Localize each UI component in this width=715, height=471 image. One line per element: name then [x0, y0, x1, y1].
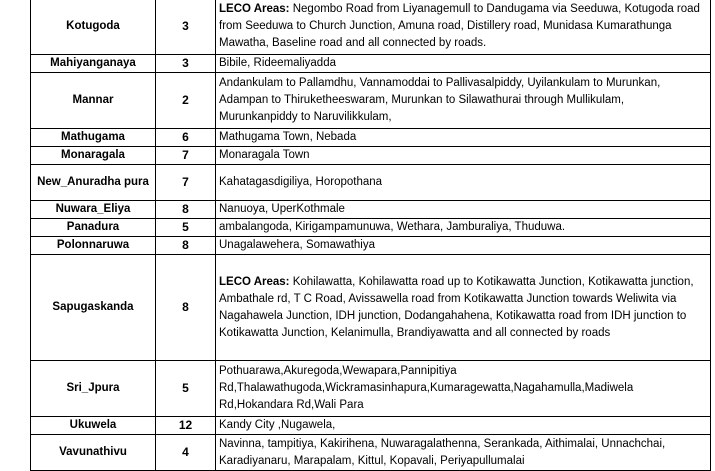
area-name-cell: Sapugaskanda [31, 255, 156, 361]
location-line [219, 75, 707, 92]
area-name-cell: New_Anuradha pura [31, 165, 156, 201]
locations-cell [216, 55, 711, 73]
location-text: Mathugama Town, Nebada [219, 131, 357, 143]
location-text: Mawatha, Baseline road and all connected by roads. [219, 37, 487, 49]
table-row [31, 435, 711, 471]
area-name-cell: Mahiyanganaya [31, 55, 156, 73]
leco-areas-label: LECO Areas: [219, 275, 290, 288]
location-line [219, 1, 707, 18]
table-row [31, 147, 711, 165]
area-name-cell: Vavunathivu [31, 435, 156, 471]
location-text: Kandy City ,Nugawela, [219, 419, 336, 431]
table-row [31, 129, 711, 147]
table-row [31, 219, 711, 237]
count-cell: 8 [156, 255, 216, 361]
table-row [31, 417, 711, 435]
locations-cell [216, 219, 711, 237]
area-name-cell: Nuwara_Eliya [31, 201, 156, 219]
location-text: Rd,Hokandara Rd,Wali Para [219, 399, 364, 411]
area-name-cell: Monaragala [31, 147, 156, 165]
outage-areas-table [30, 0, 711, 471]
locations-cell [216, 435, 711, 471]
location-text: Unagalawehera, Somawathiya [219, 239, 375, 251]
table-row [31, 55, 711, 73]
location-text: Murunkanpiddy to Naruvilikkulam, [219, 111, 392, 123]
location-line [219, 174, 707, 191]
location-line [219, 363, 707, 380]
location-line [219, 92, 707, 109]
table-row [31, 255, 711, 361]
location-text: Karadiyanaru, Marapalam, Kittul, Kopavali, Periyapullumalai [219, 454, 525, 467]
area-name-cell: Ukuwela [31, 417, 156, 435]
table-body [31, 0, 711, 471]
count-cell: 2 [156, 73, 216, 129]
location-line [219, 453, 707, 470]
count-cell: 5 [156, 219, 216, 237]
location-line [219, 109, 707, 126]
area-name-cell: Kotugoda [31, 0, 156, 55]
table-row [31, 201, 711, 219]
table-row [31, 73, 711, 129]
location-text: Rd,Thalawathugoda,Wickramasinhapura,Kumaragewatta,Nagahamulla,Madiwela [219, 382, 634, 394]
area-name-cell: Panadura [31, 219, 156, 237]
area-name-cell: Polonnaruwa [31, 237, 156, 255]
count-cell: 6 [156, 129, 216, 147]
location-text: Monaragala Town [219, 149, 310, 161]
locations-cell [216, 361, 711, 417]
locations-cell [216, 255, 711, 361]
location-text: Nanuoya, UperKothmale [219, 203, 345, 215]
location-line [219, 35, 707, 52]
location-line [219, 237, 707, 254]
location-line [219, 436, 707, 453]
location-line [219, 417, 707, 434]
location-line [219, 380, 707, 397]
count-cell: 8 [156, 237, 216, 255]
location-text: Negombo Road from Liyanagemull to Dandugama via Seeduwa, Kotugoda road [292, 3, 700, 15]
location-line [219, 129, 707, 146]
count-cell: 7 [156, 165, 216, 201]
locations-cell [216, 237, 711, 255]
location-text: ambalangoda, Kirigampamunuwa, Wethara, Jamburaliya, Thuduwa. [219, 221, 566, 233]
location-line [219, 397, 707, 414]
locations-cell [216, 73, 711, 129]
locations-cell [216, 417, 711, 435]
location-text: Kotikawatta Junction, Kelanimulla, Brandiyawatta and all connected by roads [219, 326, 611, 339]
location-text: Nagahawela Junction, IDH junction, Dodangahahena, Kotikawatta road from IDH junction to [219, 309, 687, 322]
location-text: Kohilawatta, Kohilawatta road up to Kotikawatta Junction, Kotikawatta junction, [292, 275, 694, 288]
location-text: Ambathale rd, T C Road, Avissawella road from Kotikawatta Junction towards Weliwita via [219, 292, 677, 305]
count-cell: 4 [156, 435, 216, 471]
location-line [219, 55, 707, 72]
table-row [31, 361, 711, 417]
leco-areas-label: LECO Areas: [219, 3, 290, 15]
location-text: Navinna, tampitiya, Kakirihena, Nuwaragalathenna, Serankada, Aithimalai, Unnachchai, [219, 437, 666, 450]
count-cell: 3 [156, 0, 216, 55]
area-name-cell: Sri_Jpura [31, 361, 156, 417]
location-line [219, 18, 707, 35]
location-line [219, 308, 707, 325]
locations-cell [216, 201, 711, 219]
location-text: Andankulam to Pallamdhu, Vannamoddai to Pallivasalpiddy, Uyilankulam to Murunkan, [219, 77, 661, 89]
count-cell: 12 [156, 417, 216, 435]
location-line [219, 219, 707, 236]
location-text: from Seeduwa to Church Junction, Amuna road, Distillery road, Munidasa Kumarathunga [219, 20, 672, 32]
table-row [31, 165, 711, 201]
location-text: Bibile, Rideemaliyadda [219, 57, 336, 69]
count-cell: 8 [156, 201, 216, 219]
locations-cell [216, 165, 711, 201]
count-cell: 3 [156, 55, 216, 73]
area-name-cell: Mannar [31, 73, 156, 129]
locations-cell [216, 0, 711, 55]
table-row [31, 0, 711, 55]
location-line [219, 291, 707, 308]
location-line [219, 274, 707, 291]
count-cell: 5 [156, 361, 216, 417]
location-line [219, 201, 707, 218]
location-line [219, 147, 707, 164]
location-text: Adampan to Thiruketheeswaram, Murunkan to Silawathurai through Mullikulam, [219, 94, 625, 106]
locations-cell [216, 147, 711, 165]
location-text: Pothuarawa,Akuregoda,Wewapara,Pannipitiya [219, 365, 457, 377]
area-name-cell: Mathugama [31, 129, 156, 147]
table-row [31, 237, 711, 255]
location-line [219, 325, 707, 342]
locations-cell [216, 129, 711, 147]
count-cell: 7 [156, 147, 216, 165]
location-text: Kahatagasdigiliya, Horopothana [219, 176, 383, 188]
